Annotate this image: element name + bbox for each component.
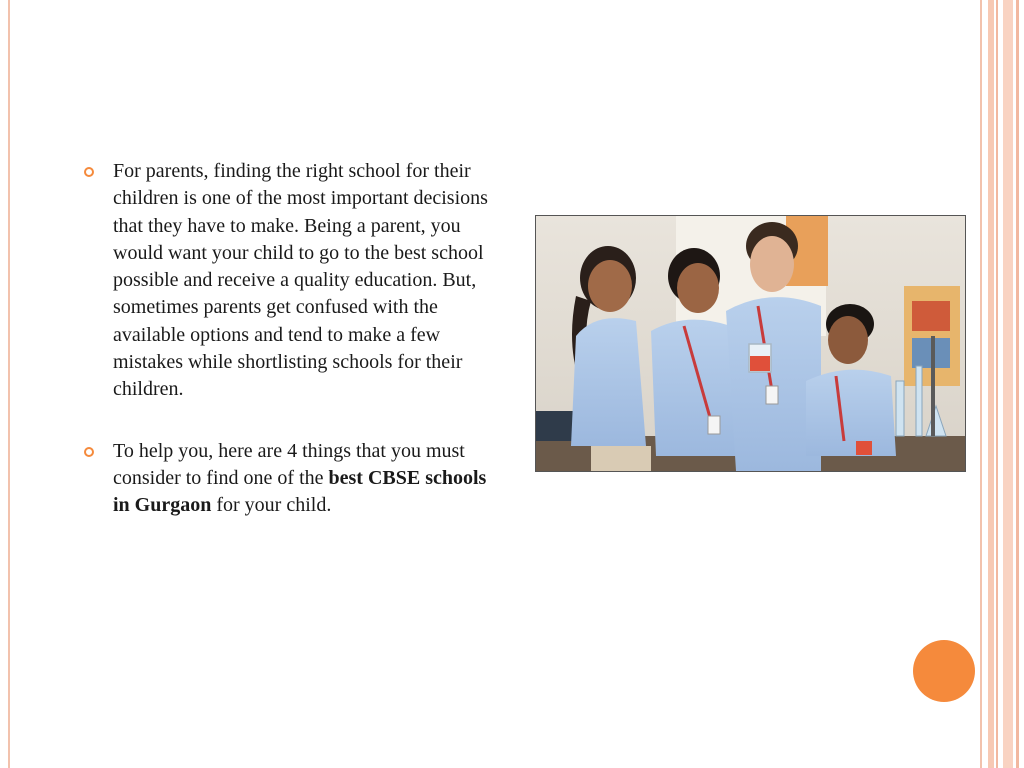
bullet-text-after: for your child. [211, 494, 332, 517]
bullet-text: For parents, finding the right school for their children is one of the most important decisions that they have to make. Being a parent, you would want your child to go to the best school possible and receive a quality education. But, sometimes parents get confused with the available options and tend to make a few mistakes while shortlisting schools for their children. [113, 160, 488, 401]
students-lab-photo [535, 215, 966, 472]
hollow-circle-bullet-icon [84, 167, 94, 177]
decorative-stripe [996, 0, 998, 768]
bullet-item [84, 158, 504, 404]
orange-circle-decoration [913, 640, 975, 702]
hollow-circle-bullet-icon [84, 447, 94, 457]
slide-body [84, 158, 504, 520]
decorative-stripe [988, 0, 994, 768]
bullet-bold-text: best CBSE schools in Gurgaon [113, 466, 487, 517]
decorative-stripe [1003, 0, 1013, 768]
bullet-text-before: To help you, here are 4 things that you must consider to find one of the [113, 439, 465, 489]
decorative-stripe [1016, 0, 1019, 768]
bullet-item [84, 438, 504, 520]
